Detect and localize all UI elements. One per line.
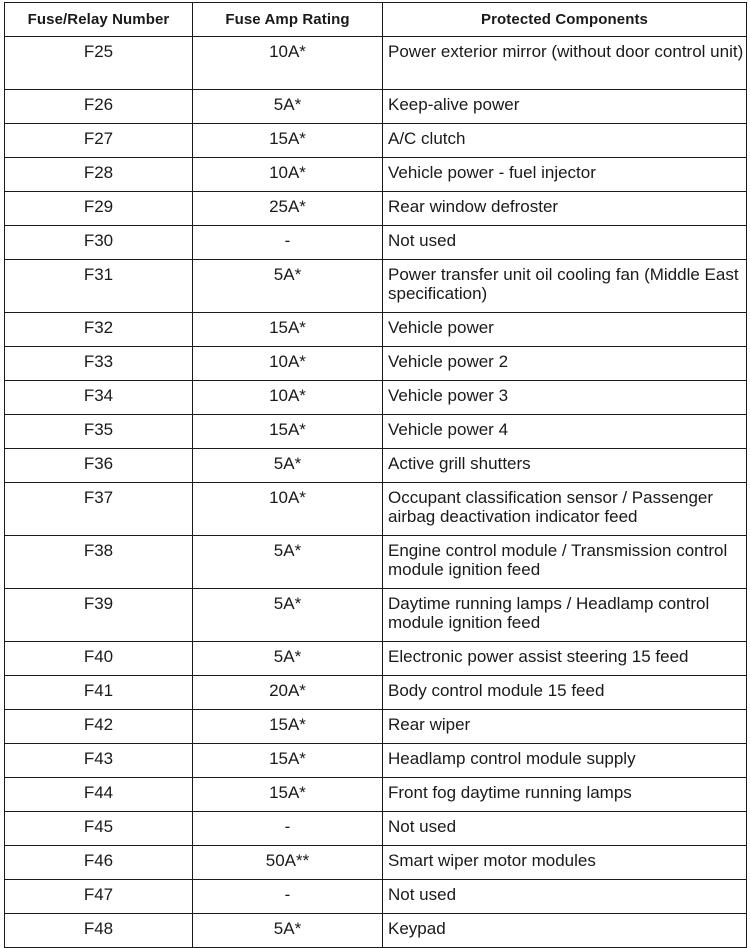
amp-rating-cell: 5A* (193, 914, 383, 948)
amp-rating-cell: 5A* (193, 90, 383, 124)
fuse-number-cell: F46 (5, 846, 193, 880)
table-row (5, 778, 747, 812)
table-row (5, 744, 747, 778)
table-row (5, 536, 747, 589)
component-cell: A/C clutch (383, 124, 747, 158)
amp-rating-cell: 10A* (193, 347, 383, 381)
fuse-number-cell: F25 (5, 37, 193, 90)
fuse-table (4, 2, 747, 948)
table-row (5, 37, 747, 90)
amp-rating-cell: 5A* (193, 589, 383, 642)
table-row (5, 449, 747, 483)
table-row (5, 812, 747, 846)
component-cell: Power exterior mirror (without door control unit) (383, 37, 747, 90)
component-cell: Occupant classification sensor / Passenger airbag deactivation indicator feed (383, 483, 747, 536)
table-row (5, 158, 747, 192)
component-cell: Front fog daytime running lamps (383, 778, 747, 812)
amp-rating-cell: 15A* (193, 778, 383, 812)
table-row (5, 846, 747, 880)
fuse-number-cell: F38 (5, 536, 193, 589)
fuse-number-cell: F36 (5, 449, 193, 483)
component-cell: Engine control module / Transmission control module ignition feed (383, 536, 747, 589)
fuse-number-cell: F41 (5, 676, 193, 710)
component-cell: Not used (383, 226, 747, 260)
component-cell: Rear wiper (383, 710, 747, 744)
amp-rating-cell: - (193, 880, 383, 914)
component-cell: Not used (383, 812, 747, 846)
amp-rating-cell: 5A* (193, 260, 383, 313)
amp-rating-cell: 10A* (193, 381, 383, 415)
amp-rating-cell: 15A* (193, 415, 383, 449)
fuse-number-cell: F40 (5, 642, 193, 676)
table-row (5, 914, 747, 948)
component-cell: Vehicle power 2 (383, 347, 747, 381)
fuse-number-cell: F45 (5, 812, 193, 846)
fuse-number-cell: F48 (5, 914, 193, 948)
amp-rating-cell: 15A* (193, 124, 383, 158)
component-cell: Not used (383, 880, 747, 914)
amp-rating-cell: - (193, 812, 383, 846)
table-row (5, 226, 747, 260)
amp-rating-cell: 50A** (193, 846, 383, 880)
header-row (5, 3, 747, 37)
component-cell: Headlamp control module supply (383, 744, 747, 778)
fuse-number-cell: F39 (5, 589, 193, 642)
table-row (5, 192, 747, 226)
fuse-number-cell: F34 (5, 381, 193, 415)
header-fuse-number: Fuse/Relay Number (5, 3, 193, 37)
table-row (5, 589, 747, 642)
amp-rating-cell: 15A* (193, 744, 383, 778)
table-row (5, 313, 747, 347)
amp-rating-cell: 10A* (193, 483, 383, 536)
component-cell: Vehicle power - fuel injector (383, 158, 747, 192)
amp-rating-cell: 10A* (193, 158, 383, 192)
table-row (5, 880, 747, 914)
fuse-number-cell: F32 (5, 313, 193, 347)
fuse-number-cell: F31 (5, 260, 193, 313)
fuse-number-cell: F27 (5, 124, 193, 158)
amp-rating-cell: 15A* (193, 710, 383, 744)
fuse-number-cell: F44 (5, 778, 193, 812)
table-row (5, 260, 747, 313)
component-cell: Keep-alive power (383, 90, 747, 124)
table-row (5, 381, 747, 415)
table-row (5, 124, 747, 158)
component-cell: Rear window defroster (383, 192, 747, 226)
fuse-number-cell: F30 (5, 226, 193, 260)
fuse-number-cell: F43 (5, 744, 193, 778)
amp-rating-cell: 25A* (193, 192, 383, 226)
header-protected-components: Protected Components (383, 3, 747, 37)
component-cell: Body control module 15 feed (383, 676, 747, 710)
component-cell: Power transfer unit oil cooling fan (Middle East specification) (383, 260, 747, 313)
amp-rating-cell: - (193, 226, 383, 260)
component-cell: Vehicle power 3 (383, 381, 747, 415)
component-cell: Vehicle power 4 (383, 415, 747, 449)
fuse-number-cell: F37 (5, 483, 193, 536)
amp-rating-cell: 15A* (193, 313, 383, 347)
component-cell: Daytime running lamps / Headlamp control module ignition feed (383, 589, 747, 642)
fuse-number-cell: F42 (5, 710, 193, 744)
component-cell: Keypad (383, 914, 747, 948)
table-row (5, 415, 747, 449)
amp-rating-cell: 5A* (193, 536, 383, 589)
fuse-number-cell: F26 (5, 90, 193, 124)
amp-rating-cell: 10A* (193, 37, 383, 90)
table-body (5, 37, 747, 948)
component-cell: Smart wiper motor modules (383, 846, 747, 880)
component-cell: Electronic power assist steering 15 feed (383, 642, 747, 676)
amp-rating-cell: 5A* (193, 449, 383, 483)
table-row (5, 642, 747, 676)
component-cell: Active grill shutters (383, 449, 747, 483)
fuse-number-cell: F35 (5, 415, 193, 449)
table-row (5, 710, 747, 744)
table-row (5, 676, 747, 710)
header-amp-rating: Fuse Amp Rating (193, 3, 383, 37)
table-row (5, 90, 747, 124)
amp-rating-cell: 20A* (193, 676, 383, 710)
table-row (5, 347, 747, 381)
fuse-number-cell: F47 (5, 880, 193, 914)
fuse-number-cell: F28 (5, 158, 193, 192)
fuse-number-cell: F33 (5, 347, 193, 381)
amp-rating-cell: 5A* (193, 642, 383, 676)
table-row (5, 483, 747, 536)
fuse-number-cell: F29 (5, 192, 193, 226)
table-header (5, 3, 747, 37)
component-cell: Vehicle power (383, 313, 747, 347)
